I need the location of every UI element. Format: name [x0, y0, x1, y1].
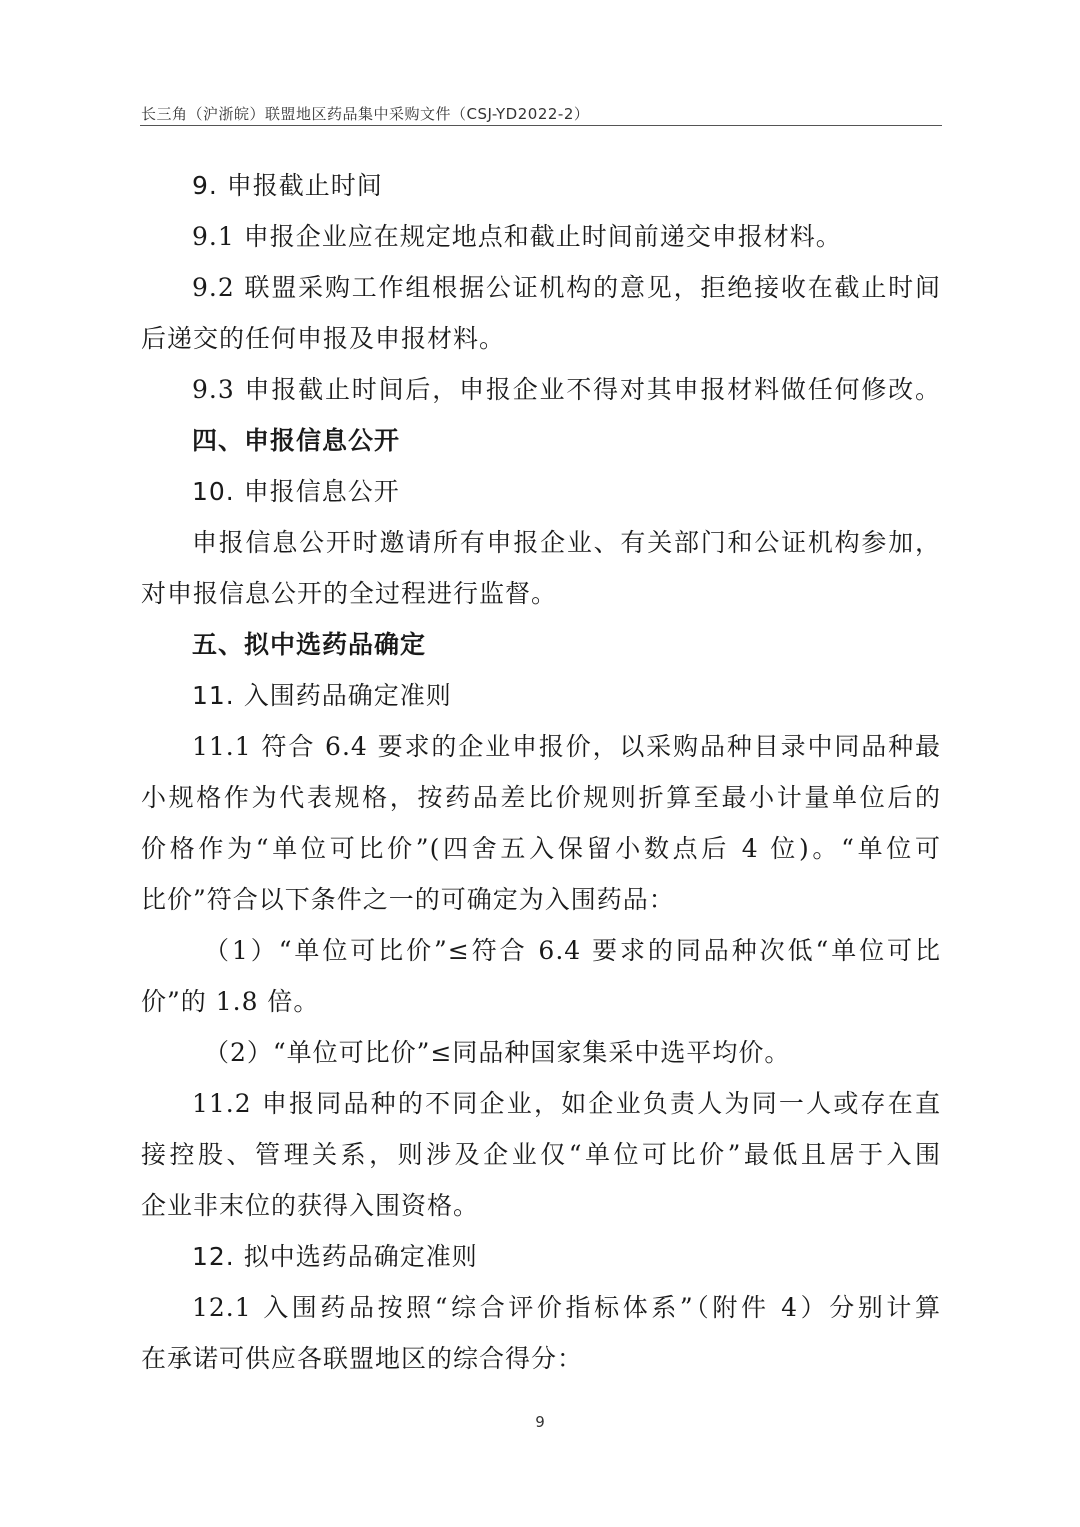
paragraph-11-2-line-3: 企业非末位的获得入围资格。: [141, 1191, 480, 1220]
paragraph-12-1-line-2: 在承诺可供应各联盟地区的综合得分：: [141, 1344, 584, 1373]
condition-2: （2）“单位可比价”≤同品种国家集采中选平均价。: [204, 1038, 791, 1067]
section-12-title: 12. 拟中选药品确定准则: [192, 1242, 478, 1271]
page-number: 9: [535, 1413, 545, 1431]
paragraph-10-line-1: 申报信息公开时邀请所有申报企业、有关部门和公证机构参加，: [192, 528, 941, 557]
paragraph-10-line-2: 对申报信息公开的全过程进行监督。: [141, 579, 558, 608]
paragraph-9-2-line-2: 后递交的任何申报及申报材料。: [141, 324, 506, 353]
condition-1-line-2: 价”的 1.8 倍。: [141, 987, 320, 1016]
paragraph-12-1-line-1: 12.1 入围药品按照“综合评价指标体系”（附件 4）分别计算: [192, 1293, 941, 1322]
section-10-title: 10. 申报信息公开: [192, 477, 400, 506]
chapter-5-heading: 五、拟中选药品确定: [192, 630, 427, 659]
section-9-title: 9. 申报截止时间: [192, 171, 383, 200]
paragraph-9-1: 9.1 申报企业应在规定地点和截止时间前递交申报材料。: [192, 222, 842, 251]
chapter-4-heading: 四、申报信息公开: [192, 426, 401, 455]
document-header-title: 长三角（沪浙皖）联盟地区药品集中采购文件（CSJ-YD2022-2）: [141, 105, 590, 123]
paragraph-11-1-line-4: 比价”符合以下条件之一的可确定为入围药品：: [141, 885, 675, 914]
paragraph-9-3: 9.3 申报截止时间后，申报企业不得对其申报材料做任何修改。: [192, 375, 941, 404]
condition-1-line-1: （1）“单位可比价”≤符合 6.4 要求的同品种次低“单位可比: [204, 936, 941, 965]
document-body: [141, 160, 941, 1384]
paragraph-11-1-line-2: 小规格作为代表规格，按药品差比价规则折算至最小计量单位后的: [141, 783, 941, 812]
paragraph-11-1-line-1: 11.1 符合 6.4 要求的企业申报价，以采购品种目录中同品种最: [192, 732, 941, 761]
header-divider: [140, 125, 942, 126]
paragraph-11-2-line-1: 11.2 申报同品种的不同企业，如企业负责人为同一人或存在直: [192, 1089, 941, 1118]
paragraph-11-1-line-3: 价格作为“单位可比价”(四舍五入保留小数点后 4 位)。“单位可: [141, 834, 941, 863]
paragraph-11-2-line-2: 接控股、管理关系，则涉及企业仅“单位可比价”最低且居于入围: [141, 1140, 941, 1169]
paragraph-9-2-line-1: 9.2 联盟采购工作组根据公证机构的意见，拒绝接收在截止时间: [192, 273, 941, 302]
section-11-title: 11. 入围药品确定准则: [192, 681, 452, 710]
